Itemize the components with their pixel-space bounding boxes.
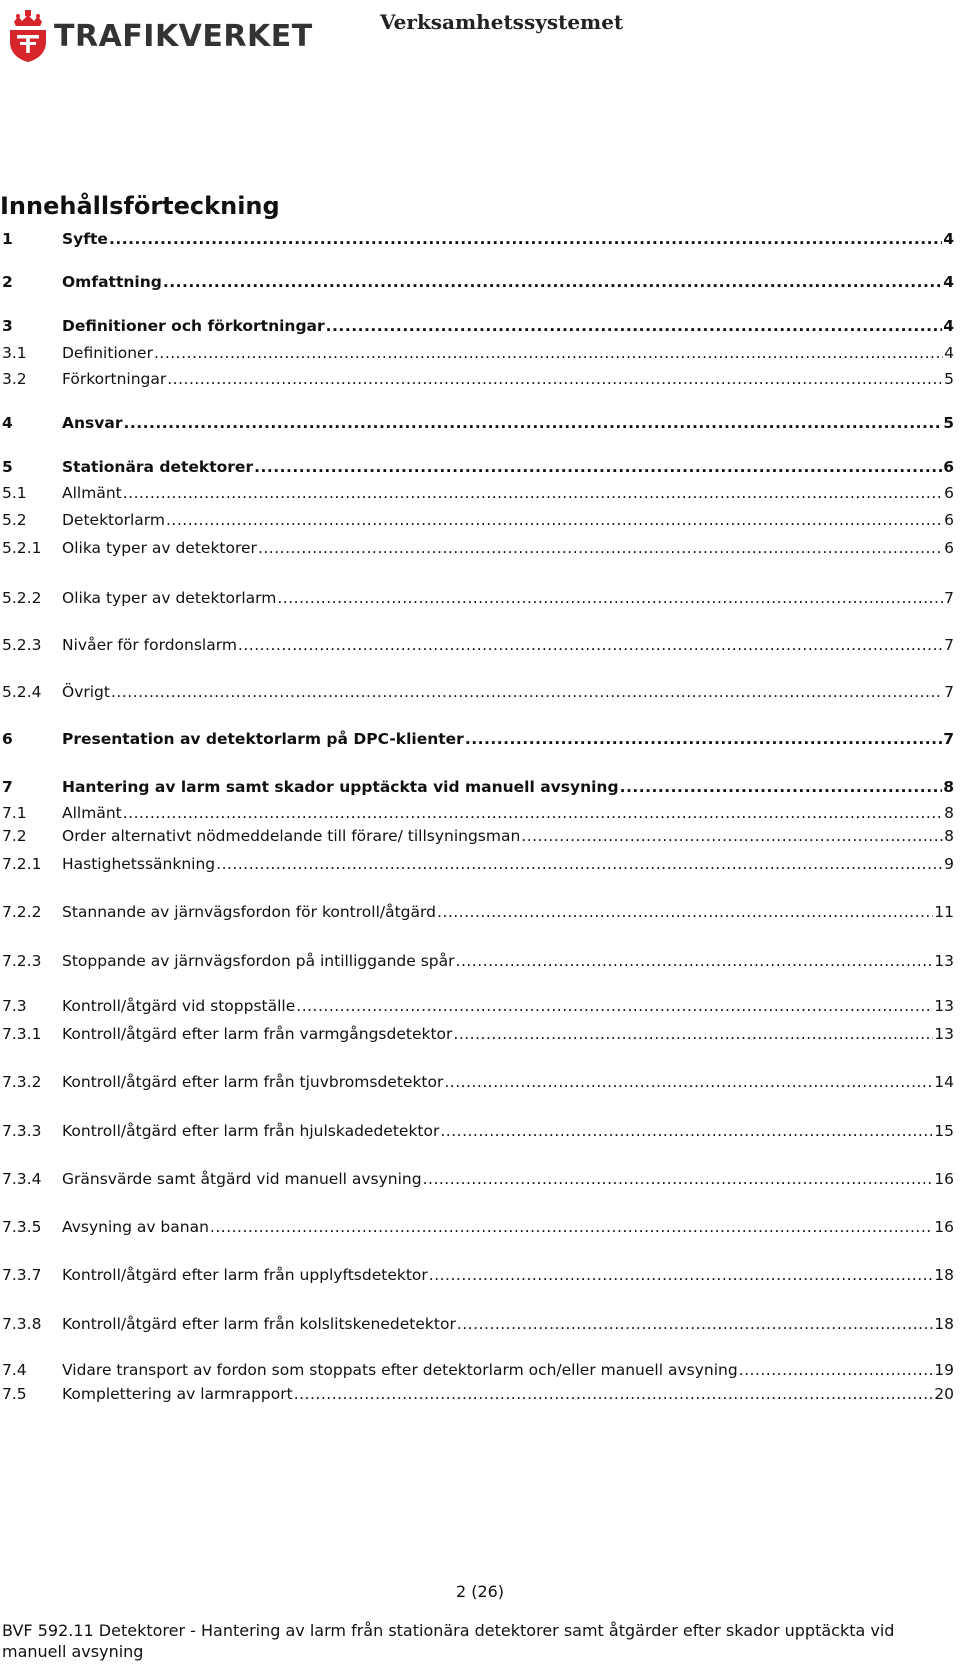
toc-entry-label: Allmänt [62,804,122,822]
toc-entry[interactable] [0,1361,960,1383]
toc-entry-label: Syfte [62,230,108,248]
toc-entry-label: Förkortningar [62,370,167,388]
toc-entry-number: 7.2.2 [2,903,42,921]
toc-dot-leader [739,1361,934,1379]
toc-entry-number: 7.2.1 [2,855,42,873]
toc-entry[interactable] [0,997,960,1019]
toc-entry[interactable] [0,414,960,436]
toc-entry-label: Stoppande av järnvägsfordon på intilliggande spår [62,952,455,970]
toc-entry-page: 16 [934,1218,954,1236]
toc-entry-number: 6 [2,730,13,748]
toc-entry[interactable] [0,1122,960,1144]
toc-entry-label: Avsyning av banan [62,1218,209,1236]
toc-entry[interactable] [0,827,960,849]
toc-entry-page: 6 [944,484,954,502]
toc-dot-leader [254,458,942,476]
toc-entry-page: 11 [934,903,954,921]
toc-entry-label: Övrigt [62,683,110,701]
toc-entry-label: Kontroll/åtgärd vid stoppställe [62,997,296,1015]
toc-entry-number: 5.2 [2,511,27,529]
toc-entry-label: Olika typer av detektorlarm [62,589,277,607]
toc-entry-number: 7.3.5 [2,1218,42,1236]
toc-dot-leader [111,683,943,701]
toc-entry[interactable] [0,1218,960,1240]
toc-entry-number: 7 [2,778,13,796]
toc-entry-number: 3.1 [2,344,27,362]
toc-entry-label: Definitioner [62,344,153,362]
toc-entry-page: 14 [934,1073,954,1091]
toc-entry-label: Detektorlarm [62,511,165,529]
toc-dot-leader [457,1315,933,1333]
toc-dot-leader [294,1385,934,1403]
toc-entry-label: Allmänt [62,484,122,502]
toc-entry-label: Kontroll/åtgärd efter larm från kolslitskenedetektor [62,1315,456,1333]
toc-entry-label: Hastighetssänkning [62,855,216,873]
toc-entry-label: Kontroll/åtgärd efter larm från varmgångsdetektor [62,1025,453,1043]
toc-entry-page: 7 [943,730,954,748]
toc-entry-page: 15 [934,1122,954,1140]
toc-dot-leader [167,370,943,388]
toc-dot-leader [521,827,943,845]
toc-entry[interactable] [0,230,960,252]
toc-entry[interactable] [0,952,960,974]
toc-dot-leader [465,730,942,748]
toc-entry-label: Olika typer av detektorer [62,539,257,557]
toc-dot-leader [444,1073,933,1091]
toc-entry-label: Ansvar [62,414,123,432]
toc-entry-page: 5 [944,370,954,388]
toc-entry[interactable] [0,636,960,658]
toc-entry-label: Order alternativt nödmeddelande till förare/ tillsyningsman [62,827,521,845]
toc-dot-leader [296,997,933,1015]
toc-entry-label: Hantering av larm samt skador upptäckta vid manuell avsyning [62,778,619,796]
toc-dot-leader [456,952,934,970]
toc-entry-page: 8 [943,778,954,796]
toc-entry-label: Gränsvärde samt åtgärd vid manuell avsyning [62,1170,422,1188]
toc-entry-page: 4 [943,273,954,291]
toc-entry-number: 7.3 [2,997,27,1015]
toc-entry-page: 13 [934,1025,954,1043]
toc-entry-label: Kontroll/åtgärd efter larm från hjulskadedetektor [62,1122,440,1140]
toc-entry-page: 19 [934,1361,954,1379]
toc-title: Innehållsförteckning [0,192,280,220]
toc-entry[interactable] [0,683,960,705]
toc-entry-page: 16 [934,1170,954,1188]
toc-dot-leader [109,230,942,248]
toc-dot-leader [163,273,942,291]
toc-entry-page: 18 [934,1266,954,1284]
toc-entry[interactable] [0,344,960,366]
toc-entry[interactable] [0,903,960,925]
toc-entry-page: 6 [944,511,954,529]
toc-dot-leader [123,414,942,432]
toc-entry-number: 3 [2,317,13,335]
toc-entry-page: 4 [944,344,954,362]
toc-entry-number: 7.3.1 [2,1025,42,1043]
toc-entry-number: 7.3.2 [2,1073,42,1091]
toc-entry[interactable] [0,458,960,480]
document-footer: BVF 592.11 Detektorer - Hantering av larm från stationära detektorer samt åtgärder efter skador upptäckta vid manuell avsyning [2,1621,895,1661]
toc-entry[interactable] [0,730,960,752]
toc-entry[interactable] [0,1385,960,1407]
toc-entry-label: Nivåer för fordonslarm [62,636,237,654]
toc-entry[interactable] [0,1315,960,1337]
toc-entry-page: 18 [934,1315,954,1333]
toc-entry-number: 4 [2,414,13,432]
toc-entry[interactable] [0,778,960,800]
toc-entry-page: 4 [943,230,954,248]
toc-entry-number: 5.2.1 [2,539,42,557]
toc-dot-leader [423,1170,934,1188]
toc-entry[interactable] [0,273,960,295]
toc-entry-page: 7 [944,683,954,701]
toc-dot-leader [216,855,943,873]
toc-entry-page: 13 [934,997,954,1015]
toc-entry-label: Vidare transport av fordon som stoppats efter detektorlarm och/eller manuell avsyning [62,1361,738,1379]
page-number: 2 (26) [455,1582,505,1601]
toc-entry-number: 7.3.8 [2,1315,42,1333]
toc-entry-label: Kontroll/åtgärd efter larm från upplyftsdetektor [62,1266,428,1284]
toc-dot-leader [440,1122,933,1140]
toc-entry-page: 6 [944,539,954,557]
toc-entry-number: 3.2 [2,370,27,388]
toc-dot-leader [620,778,943,796]
toc-entry-page: 7 [944,636,954,654]
toc-entry[interactable] [0,317,960,339]
toc-entry-page: 4 [943,317,954,335]
toc-entry-number: 5.2.3 [2,636,42,654]
toc-dot-leader [238,636,943,654]
toc-dot-leader [453,1025,933,1043]
toc-entry-label: Kontroll/åtgärd efter larm från tjuvbromsdetektor [62,1073,444,1091]
toc-dot-leader [123,484,943,502]
toc-dot-leader [154,344,943,362]
toc-dot-leader [326,317,943,335]
toc-entry[interactable] [0,1266,960,1288]
toc-entry-label: Omfattning [62,273,162,291]
toc-entry[interactable] [0,370,960,392]
toc-entry-page: 8 [944,827,954,845]
toc-entry[interactable] [0,589,960,611]
toc-entry[interactable] [0,804,960,826]
toc-entry[interactable] [0,539,960,561]
toc-entry-number: 7.2 [2,827,27,845]
toc-dot-leader [166,511,943,529]
toc-entry-number: 1 [2,230,13,248]
toc-entry-number: 7.3.7 [2,1266,42,1284]
crown-emblem-icon [8,10,48,62]
toc-entry-number: 7.1 [2,804,27,822]
toc-dot-leader [277,589,943,607]
toc-entry-page: 7 [944,589,954,607]
toc-entry-page: 13 [934,952,954,970]
toc-dot-leader [123,804,943,822]
toc-entry-page: 5 [943,414,954,432]
toc-entry-number: 7.4 [2,1361,27,1379]
logo-wordmark: TRAFIKVERKET [54,18,313,54]
toc-entry-number: 7.5 [2,1385,27,1403]
toc-entry-label: Stannande av järnvägsfordon för kontroll/åtgärd [62,903,436,921]
toc-entry-label: Komplettering av larmrapport [62,1385,293,1403]
toc-entry-number: 5.2.2 [2,589,42,607]
toc-entry-label: Definitioner och förkortningar [62,317,325,335]
toc-entry[interactable] [0,484,960,506]
toc-entry[interactable] [0,1170,960,1192]
toc-entry-label: Presentation av detektorlarm på DPC-klienter [62,730,464,748]
toc-entry-number: 5.1 [2,484,27,502]
toc-entry[interactable] [0,1025,960,1047]
toc-dot-leader [429,1266,934,1284]
toc-dot-leader [210,1218,933,1236]
toc-entry[interactable] [0,1073,960,1095]
trafikverket-logo [8,8,313,64]
toc-entry-page: 8 [944,804,954,822]
toc-entry-label: Stationära detektorer [62,458,254,476]
toc-entry-number: 2 [2,273,13,291]
toc-entry[interactable] [0,855,960,877]
system-name: Verksamhetssystemet [380,10,624,34]
toc-entry-number: 7.3.4 [2,1170,42,1188]
toc-entry-page: 20 [934,1385,954,1403]
toc-dot-leader [437,903,933,921]
toc-entry-number: 5.2.4 [2,683,42,701]
toc-entry-number: 7.2.3 [2,952,42,970]
toc-entry-number: 7.3.3 [2,1122,42,1140]
toc-entry-page: 6 [943,458,954,476]
toc-entry-page: 9 [944,855,954,873]
toc-entry[interactable] [0,511,960,533]
toc-dot-leader [258,539,943,557]
toc-entry-number: 5 [2,458,13,476]
